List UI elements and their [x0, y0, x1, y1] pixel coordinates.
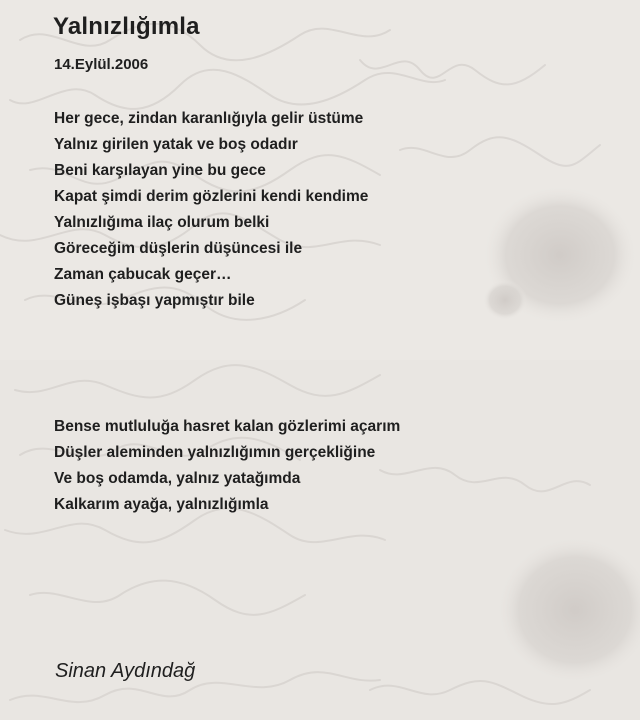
- stanza-1: [54, 106, 368, 314]
- poem-line: Her gece, zindan karanlığıyla gelir üstüme: [54, 110, 364, 127]
- stanza-2: [54, 414, 400, 518]
- poem-line: Güneş işbaşı yapmıştır bile: [54, 292, 255, 309]
- poem-line: Beni karşılayan yine bu gece: [54, 162, 266, 179]
- poem-line: Ve boş odamda, yalnız yatağımda: [54, 470, 301, 487]
- poem-line: Yalnız girilen yatak ve boş odadır: [54, 136, 298, 153]
- poem-date: 14.Eylül.2006: [54, 56, 149, 73]
- poem-line: Kapat şimdi derim gözlerini kendi kendime: [54, 188, 369, 205]
- poem-line: Göreceğim düşlerin düşüncesi ile: [54, 240, 303, 257]
- poem-line: Bense mutluluğa hasret kalan gözlerimi açarım: [54, 418, 401, 435]
- poem-line: Düşler aleminden yalnızlığımın gerçekliğine: [54, 444, 376, 461]
- poem-line: Yalnızlığıma ilaç olurum belki: [54, 214, 270, 231]
- poem-line: Kalkarım ayağa, yalnızlığımla: [54, 496, 269, 513]
- poem-title: Yalnızlığımla: [53, 13, 200, 40]
- poem-author: Sinan Aydındağ: [55, 660, 196, 682]
- poem-line: Zaman çabucak geçer…: [54, 266, 232, 283]
